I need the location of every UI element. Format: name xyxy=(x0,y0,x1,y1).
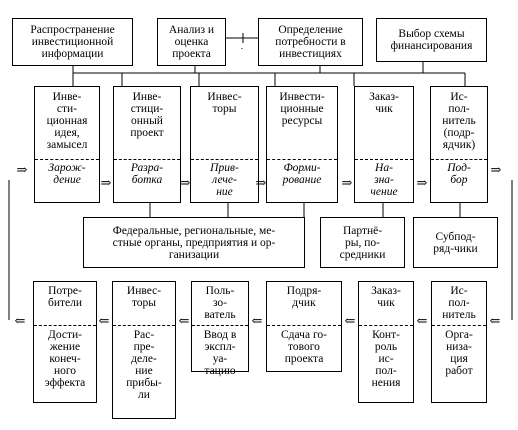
bottom-contractor-title: Подря- дчик xyxy=(286,285,322,309)
bottom-customer-title: Заказ- чик xyxy=(371,285,401,309)
top-box-needs-label: Определение потребности в инвестициях xyxy=(275,24,346,60)
arrow-right-icon: ⇒ xyxy=(100,175,112,190)
bottom-investors-result: Рас- пре- деле- ние прибы- ли xyxy=(126,329,162,401)
stage-customer-phase: На- зна- чение xyxy=(370,162,398,198)
stage-box-idea xyxy=(34,86,100,203)
mid-box-subcontractors-label: Субпод- ряд-чики xyxy=(433,230,478,255)
top-box-information-label: Распространение инвестиционной информации xyxy=(30,24,115,60)
stage-box-resources xyxy=(266,86,338,203)
bottom-box-contractor xyxy=(266,281,342,372)
stage-contractor-phase: Под- бор xyxy=(447,162,471,186)
stage-customer-title: Заказ- чик xyxy=(369,91,399,115)
top-box-financing xyxy=(376,18,487,62)
bottom-box-consumers xyxy=(33,281,97,403)
stage-box-investors xyxy=(190,86,259,203)
bottom-box-user xyxy=(191,281,249,377)
arrow-right-icon: ⇒ xyxy=(341,175,353,190)
arrow-right-icon: ⇒ xyxy=(490,162,502,177)
bottom-contractor-result: Сдача го- тового проекта xyxy=(281,329,327,365)
bottom-user-title: Поль- зо- ватель xyxy=(204,285,236,321)
bottom-executor-title: Ис- пол- нитель xyxy=(442,285,476,321)
stage-project-title: Инве- стици- онный проект xyxy=(130,91,164,139)
bottom-box-investors xyxy=(112,281,176,419)
top-box-information xyxy=(12,18,133,66)
bottom-consumers-result: Дости- жение конеч- ного эффекта xyxy=(44,329,86,389)
arrow-left-icon: ⇐ xyxy=(251,313,263,328)
bottom-box-executor xyxy=(431,281,487,403)
arrow-left-icon: ⇐ xyxy=(98,313,110,328)
stage-box-customer xyxy=(354,86,414,203)
arrow-left-icon: ⇐ xyxy=(416,313,428,328)
top-box-analysis-label: Анализ и оценка проекта xyxy=(168,24,215,60)
stage-resources-title: Инвести- ционные ресурсы xyxy=(279,91,325,127)
stage-box-contractor xyxy=(430,86,488,203)
stage-idea-phase: Зарож- дение xyxy=(48,162,86,186)
top-box-financing-label: Выбор схемы финансирования xyxy=(390,28,473,52)
bottom-investors-title: Инвес- торы xyxy=(126,285,162,309)
arrow-right-icon: ⇒ xyxy=(16,162,28,177)
stage-box-project xyxy=(113,86,181,203)
arrow-right-icon: ⇒ xyxy=(416,175,428,190)
stage-project-phase: Разра- ботка xyxy=(130,162,164,186)
bottom-user-result: Ввод в экспл- уа- тацию xyxy=(203,329,237,377)
bottom-executor-result: Орга- низа- ция работ xyxy=(445,329,473,377)
stage-contractor-title: Ис- пол- нитель (подр- ядчик) xyxy=(442,91,476,151)
bottom-box-customer xyxy=(358,281,414,403)
stage-idea-title: Инве- сти- ционная идея, замысел xyxy=(46,91,88,151)
top-box-analysis xyxy=(157,18,226,66)
mid-box-partners-label: Партнё- ры, по- средники xyxy=(339,224,386,261)
stage-investors-phase: Прив- лече- ние xyxy=(210,162,239,198)
mid-box-authorities xyxy=(83,217,305,268)
arrow-left-icon: ⇐ xyxy=(14,313,26,328)
stage-resources-phase: Форми- рование xyxy=(282,162,322,186)
arrow-right-icon: ⇒ xyxy=(179,175,191,190)
top-box-needs xyxy=(258,18,363,66)
arrow-left-icon: ⇐ xyxy=(344,313,356,328)
arrow-right-icon: ⇒ xyxy=(255,175,267,190)
bottom-customer-result: Конт- роль ис- пол- нения xyxy=(371,329,401,389)
stage-investors-title: Инвес- торы xyxy=(207,91,242,115)
mid-box-partners xyxy=(320,217,405,268)
arrow-left-icon: ⇐ xyxy=(489,313,501,328)
mid-box-authorities-label: Федеральные, региональные, ме- стные органы, предприятия и ор- ганизации xyxy=(112,224,276,261)
arrow-left-icon: ⇐ xyxy=(178,313,190,328)
bottom-consumers-title: Потре- бители xyxy=(47,285,83,309)
mid-box-subcontractors xyxy=(413,217,498,268)
